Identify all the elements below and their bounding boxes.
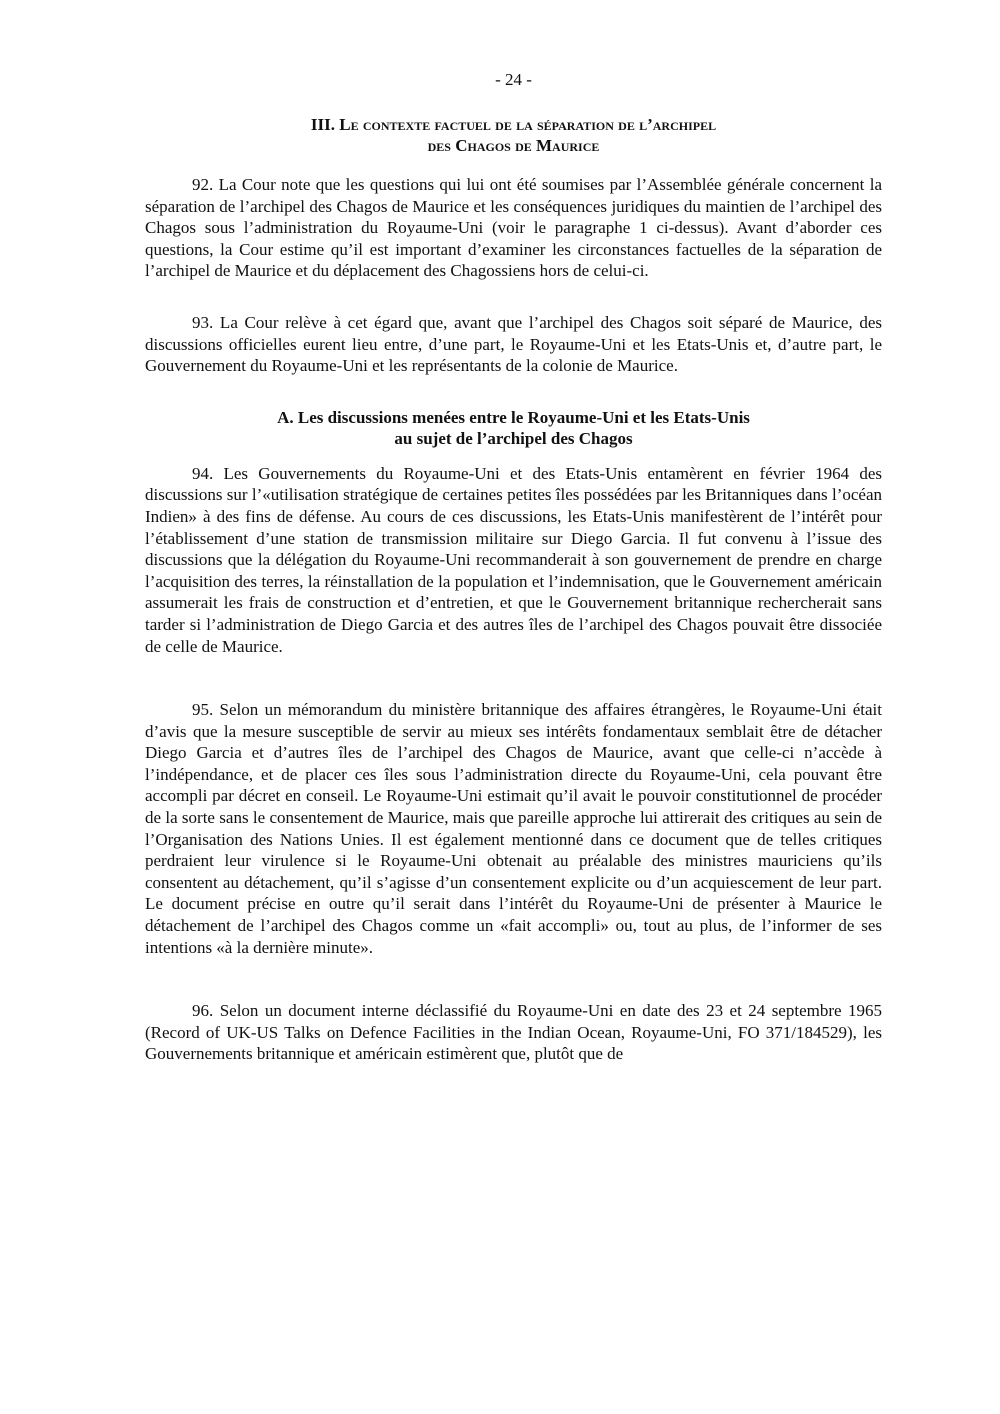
sub-heading-a (145, 407, 882, 449)
paragraph-93: 93. La Cour relève à cet égard que, avant que l’archipel des Chagos soit séparé de Maurice, des discussions officielles eurent lieu entre, d’une part, le Royaume-Uni et les Etats-Unis et, d’autre part, le Gouvernement du Royaume-Uni et les représentants de la colonie de Maurice. (145, 312, 882, 376)
paragraph-92: 92. La Cour note que les questions qui lui ont été soumises par l’Assemblée générale concernent la séparation de l’archipel des Chagos de Maurice et les conséquences juridiques du maintien de l’archipel des Chagos sous l’administration du Royaume-Uni (voir le paragraphe 1 ci-dessus). Avant d’aborder ces questions, la Cour estime qu’il est important d’examiner les circonstances factuelles de la séparation de l’archipel de Maurice et du déplacement des Chagossiens hors de celui-ci. (145, 175, 882, 281)
spacer (145, 657, 882, 699)
paragraph-96: 96. Selon un document interne déclassifié du Royaume-Uni en date des 23 et 24 septembre 1965 (Record of UK-US Talks on Defence Facilities in the Indian Ocean, Royaume-Uni, FO 371/184529), les Gouvernements britannique et américain estimèrent que, plutôt que de (145, 1001, 882, 1064)
section-heading-line-1: III. Le contexte factuel de la séparation de l’archipel (310, 115, 717, 134)
page-number: - 24 - (495, 70, 532, 89)
paragraph-95: 95. Selon un mémorandum du ministère britannique des affaires étrangères, le Royaume-Uni était d’avis que la mesure susceptible de servir au mieux ses intérêts fondamentaux semblait être de détacher Diego Garcia et d’autres îles de l’archipel des Chagos de Maurice, avant que celle-ci n’accède à l’indépendance, et de placer ces îles sous l’administration directe du Royaume-Uni, cela pouvant être accompli par décret en conseil. Le Royaume-Uni estimait qu’il avait le pouvoir constitutionnel de procéder de la sorte sans le consentement de Maurice, mais que pareille approche lui attirerait des critiques au sein de l’Organisation des Nations Unies. Il est également mentionné dans ce document que de telles critiques perdraient leur virulence si le Royaume-Uni obtenait au préalable des ministres mauriciens qu’ils consentent au détachement, qu’il s’agisse d’un consentement explicite ou d’un acquiescement de leur part. Le document précise en outre qu’il serait dans l’intérêt du Royaume-Uni de présenter à Maurice le détachement de l’archipel des Chagos comme un «fait accompli» ou, tout au plus, de l’informer de ses intentions «à la dernière minute». (145, 700, 882, 957)
spacer (145, 958, 882, 1000)
paragraph-94: 94. Les Gouvernements du Royaume-Uni et des Etats-Unis entamèrent en février 1964 des discussions sur l’«utilisation stratégique de certaines petites îles possédées par les Britanniques dans l’océan Indien» à des fins de défense. Au cours de ces discussions, les Etats-Unis manifestèrent de l’intérêt pour l’établissement d’une station de transmission militaire sur Diego Garcia. Il fut convenu à l’issue des discussions que la délégation du Royaume-Uni recommanderait à son gouvernement de prendre en charge l’acquisition des terres, la réinstallation de la population et l’indemnisation, que le Gouvernement américain assumerait les frais de construction et d’entretien, et que le Gouvernement britannique rechercherait sans tarder si l’administration de Diego Garcia et des autres îles de l’archipel des Chagos pouvait être dissociée de celle de Maurice. (145, 463, 882, 656)
section-heading-iii (145, 114, 882, 156)
sub-heading-a-line-1: A. Les discussions menées entre le Royaume-Uni et les Etats-Unis (277, 407, 750, 427)
spacer (145, 282, 882, 312)
spacer (145, 377, 882, 407)
section-heading-line-2: des Chagos de Maurice (427, 136, 600, 155)
document-page (145, 70, 882, 1065)
sub-heading-a-line-2: au sujet de l’archipel des Chagos (394, 428, 633, 448)
